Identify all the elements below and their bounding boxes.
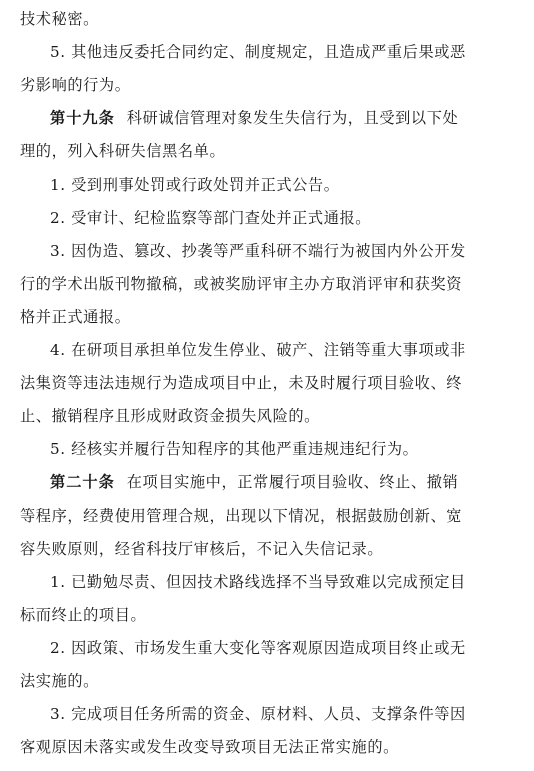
article-20-line: 第二十条 在项目实施中，正常履行项目验收、终止、撤销 xyxy=(50,473,459,492)
text-line: 格并正式通报。 xyxy=(20,307,131,326)
clause-item: 4. 在研项目承担单位发生停业、破产、注销等重大事项或非 xyxy=(50,341,466,359)
text-line: 劣影响的行为。 xyxy=(20,76,131,95)
article-heading: 第二十条 xyxy=(50,473,115,492)
text-line: 理的，列入科研失信黑名单。 xyxy=(20,142,226,161)
clause-item: 3. 因伪造、篡改、抄袭等严重科研不端行为被国内外公开发 xyxy=(50,241,466,260)
clause-item: 3. 完成项目任务所需的资金、原材料、人员、支撑条件等因 xyxy=(50,705,466,724)
article-heading: 第十九条 xyxy=(50,109,115,128)
text-line: 止、撤销程序且形成财政资金损失风险的。 xyxy=(20,407,320,426)
clause-item: 1. 受到刑事处罚或行政处罚并正式公告。 xyxy=(50,175,340,194)
text-line: 技术秘密。 xyxy=(20,10,99,28)
article-19-line: 第十九条 科研诚信管理对象发生失信行为，且受到以下处 xyxy=(50,109,459,128)
text-line: 法实施的。 xyxy=(20,672,99,690)
text-line: 客观原因未落实或发生改变导致项目无法正常实施的。 xyxy=(20,738,399,757)
clause-item: 5. 经核实并履行告知程序的其他严重违规违纪行为。 xyxy=(50,440,419,459)
text-line: 标而终止的项目。 xyxy=(20,605,147,624)
text-line: 等程序，经费使用管理合规，出现以下情况，根据鼓励创新、宽 xyxy=(20,506,463,525)
text-line: 容失败原则，经省科技厅审核后，不记入失信记录。 xyxy=(20,539,384,558)
text-line: 行的学术出版刊物撤稿，或被奖励评审主办方取消评审和获奖资 xyxy=(20,274,463,293)
clause-item: 1. 已勤勉尽责、但因技术路线选择不当导致难以完成预定目 xyxy=(50,572,466,591)
clause-item: 2. 受审计、纪检监察等部门查处并正式通报。 xyxy=(50,208,372,227)
clause-item: 5. 其他违反委托合同约定、制度规定，且造成严重后果或恶 xyxy=(50,43,466,62)
text-line: 法集资等违法违规行为造成项目中止，未及时履行项目验收、终 xyxy=(20,374,463,393)
clause-item: 2. 因政策、市场发生重大变化等客观原因造成项目终止或无 xyxy=(50,638,466,657)
